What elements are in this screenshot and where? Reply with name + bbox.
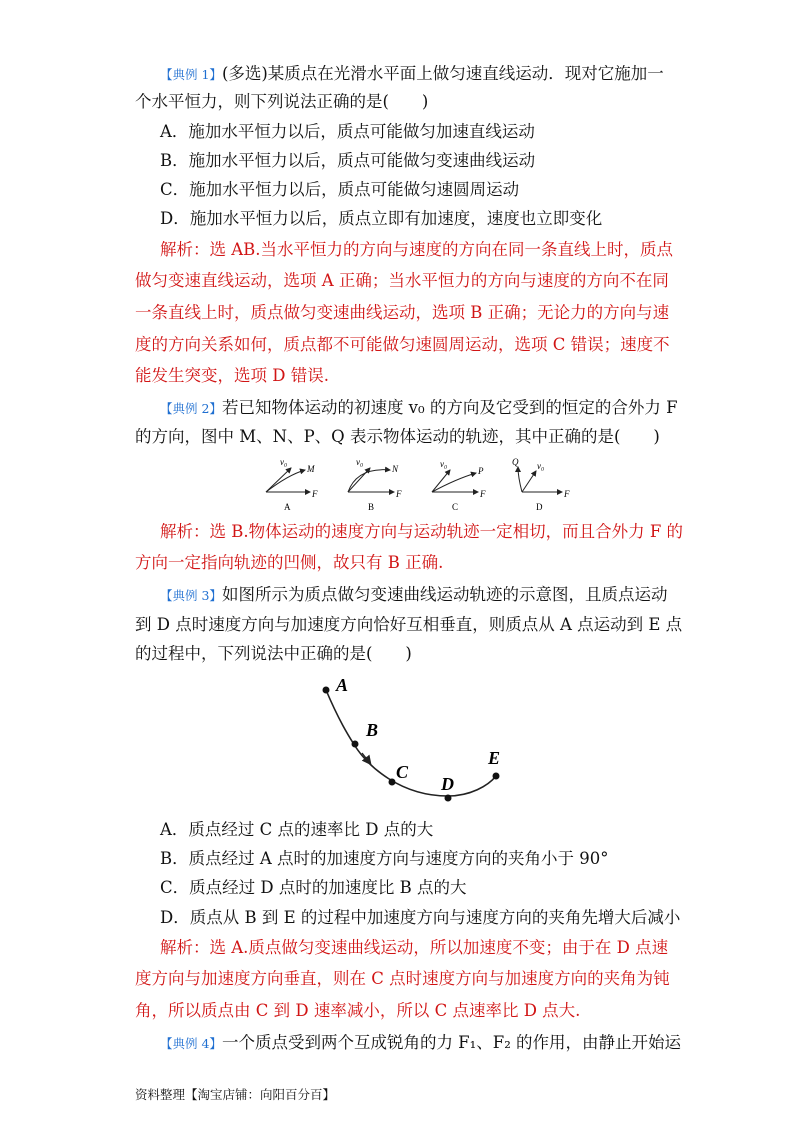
example-3-option-b: B．质点经过 A 点时的加速度方向与速度方向的夹角小于 90°: [160, 849, 609, 868]
figure-option-c: [432, 459, 486, 512]
point-d: [445, 795, 452, 802]
example-1-option-d: D．施加水平恒力以后，质点立即有加速度，速度也立即变化: [160, 209, 603, 228]
example-4-tag: 【典例 4】: [160, 1036, 222, 1051]
example-1-option-c: C．施加水平恒力以后，质点可能做匀速圆周运动: [160, 180, 520, 199]
example-3-answer-line-3: 角，所以质点由 C 到 D 速率减小，所以 C 点速率比 D 点大.: [135, 1001, 581, 1020]
caption-b: B: [368, 502, 375, 512]
example-1-question-line-2: 个水平恒力，则下列说法正确的是( ): [135, 92, 429, 111]
example-1-question-text: (多选)某质点在光滑水平面上做匀速直线运动．现对它施加一: [221, 64, 664, 83]
example-2-tag: 【典例 2】: [160, 401, 222, 416]
v0-label-b: v₀: [356, 457, 364, 467]
label-d: D: [441, 774, 454, 794]
example-4-question-text: 一个质点受到两个互成锐角的力 F₁、F₂ 的作用，由静止开始运: [221, 1033, 682, 1052]
example-1-answer-line-4: 度的方向关系如何，质点都不可能做匀速圆周运动，选项 C 错误；速度不: [135, 335, 670, 354]
f-label-c: F: [480, 489, 486, 499]
example-3-question-line-2: 到 D 点时速度方向与加速度方向恰好互相垂直，则质点从 A 点运动到 E 点: [135, 615, 683, 634]
point-e: [493, 773, 500, 780]
example-3-option-d: D．质点从 B 到 E 的过程中加速度方向与速度方向的夹角先增大后减小: [160, 908, 681, 927]
example-3-trajectory-figure: [310, 668, 520, 808]
example-3-tag: 【典例 3】: [160, 588, 222, 603]
example-3-option-a: A．质点经过 C 点的速率比 D 点的大: [160, 820, 434, 839]
example-1-answer-line-2: 做匀变速直线运动，选项 A 正确；当水平恒力的方向与速度的方向不在同: [135, 271, 669, 290]
caption-c: C: [452, 502, 459, 512]
example-1-answer-line-5: 能发生突变，选项 D 错误.: [135, 366, 329, 385]
example-2-question-line-1: [160, 398, 678, 419]
v0-label-c: v₀: [440, 459, 448, 469]
example-1-question-line-1: [160, 64, 664, 85]
curve-label-m: M: [307, 464, 315, 474]
f-label-d: F: [564, 489, 570, 499]
example-1-option-b: B．施加水平恒力以后，质点可能做匀变速曲线运动: [160, 151, 536, 170]
example-1-tag: 【典例 1】: [160, 67, 222, 82]
point-b: [352, 741, 359, 748]
example-3-answer-line-2: 度方向与加速度方向垂直，则在 C 点时速度方向与加速度方向的夹角为钝: [135, 969, 670, 988]
label-e: E: [488, 748, 501, 768]
point-a: [323, 687, 330, 694]
figure-option-d: [512, 457, 570, 512]
figure-option-a: [266, 457, 318, 512]
example-3-question-line-1: [160, 585, 667, 606]
f-label-b: F: [396, 489, 402, 499]
point-c: [389, 779, 396, 786]
f-label-a: F: [312, 489, 318, 499]
label-b: B: [366, 720, 379, 740]
trajectory-curve: [326, 690, 496, 796]
example-2-question-text: 若已知物体运动的初速度 v₀ 的方向及它受到的恒定的合外力 F: [221, 398, 678, 417]
example-1-option-a: A．施加水平恒力以后，质点可能做匀加速直线运动: [160, 122, 535, 141]
label-c: C: [396, 762, 409, 782]
example-1-answer-line-3: 一条直线上时，质点做匀变速曲线运动，选项 B 正确；无论力的方向与速: [135, 303, 670, 322]
example-2-figure: [258, 455, 578, 515]
example-2-answer-line-2: 方向一定指向轨迹的凹侧，故只有 B 正确.: [135, 553, 444, 572]
example-3-option-c: C．质点经过 D 点时的加速度比 B 点的大: [160, 878, 467, 897]
example-3-question-line-3: 的过程中，下列说法中正确的是( ): [135, 644, 412, 663]
v0-label-d: v₀: [537, 461, 545, 471]
example-2-question-line-2: 的方向，图中 M、N、P、Q 表示物体运动的轨迹，其中正确的是( ): [135, 427, 660, 446]
curve-label-p: P: [478, 466, 484, 476]
curve-label-n: N: [392, 464, 399, 474]
example-1-answer-line-1: 解析：选 AB.当水平恒力的方向与速度的方向在同一条直线上时，质点: [160, 240, 674, 259]
example-4-question-line-1: [160, 1033, 681, 1054]
v0-label-a: v₀: [280, 457, 288, 467]
caption-a: A: [284, 502, 291, 512]
example-2-answer-line-1: 解析：选 B.物体运动的速度方向与运动轨迹一定相切，而且合外力 F 的: [160, 522, 684, 541]
label-a: A: [336, 675, 349, 695]
page-footer: 资料整理【淘宝店铺：向阳百分百】: [135, 1087, 336, 1102]
figure-option-b: [348, 457, 402, 512]
example-3-question-text: 如图所示为质点做匀变速曲线运动轨迹的示意图，且质点运动: [221, 585, 668, 604]
curve-label-q: Q: [512, 457, 519, 467]
example-3-answer-line-1: 解析：选 A.质点做匀变速曲线运动，所以加速度不变；由于在 D 点速: [160, 938, 669, 957]
caption-d: D: [536, 502, 543, 512]
